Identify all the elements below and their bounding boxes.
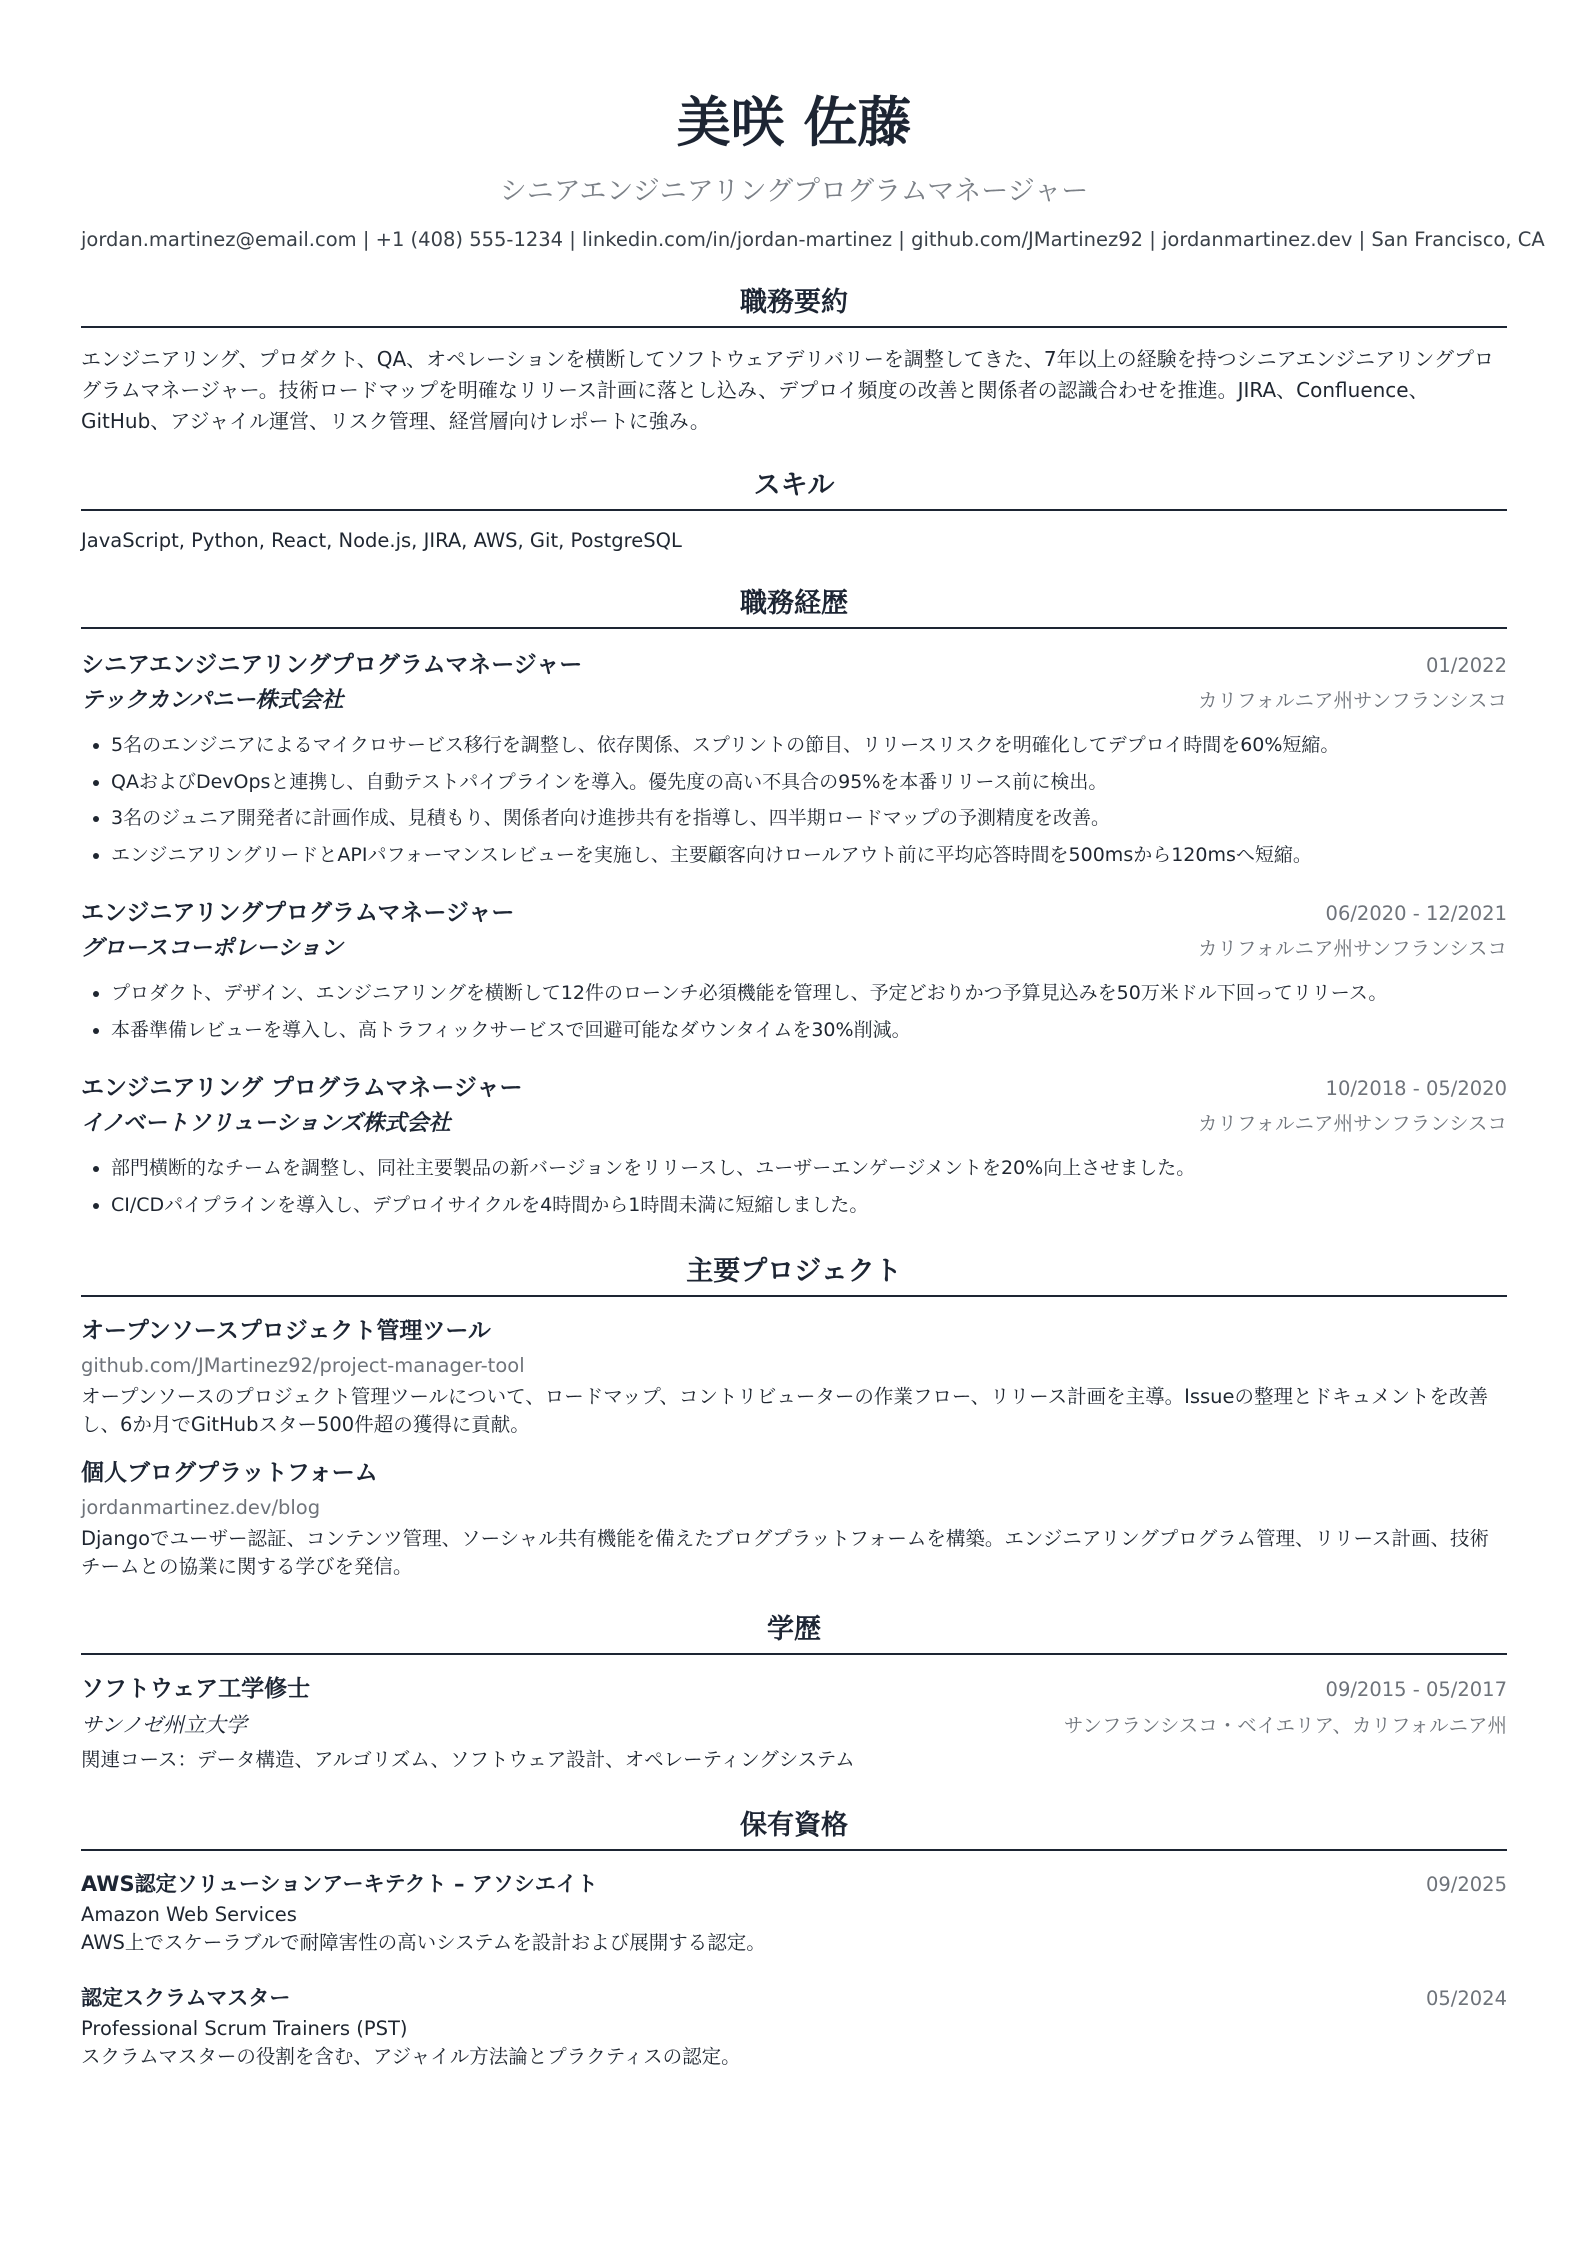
job-title: エンジニアリングプログラムマネージャー bbox=[81, 900, 515, 926]
contact-line: jordan.martinez@email.com | +1 (408) 555-1234 | linkedin.com/in/jordan-martinez | github.com/JMartinez92 | jordanmartinez.dev | San Francisco, CA bbox=[81, 228, 1545, 251]
job-dates: 01/2022 bbox=[1425, 654, 1507, 677]
certification-title: 認定スクラムマスター bbox=[81, 1986, 291, 2010]
project-description: Djangoでユーザー認証、コンテンツ管理、ソーシャル共有機能を備えたブログプラットフォームを構築。エンジニアリングプログラム管理、リリース計画、技術チームとの協業に関する学びを発信。 bbox=[81, 1527, 1490, 1578]
project-entry bbox=[81, 1455, 1507, 1581]
project-entry bbox=[81, 1313, 1507, 1439]
section-divider bbox=[81, 1295, 1507, 1297]
skills-section bbox=[81, 467, 1507, 555]
certification-date: 05/2024 bbox=[1425, 1987, 1507, 2010]
section-title: 学歴 bbox=[767, 1614, 821, 1645]
certification-description: AWS上でスケーラブルで耐障害性の高いシステムを設計および展開する認定。 bbox=[81, 1931, 766, 1954]
candidate-name: 美咲 佐藤 bbox=[676, 90, 912, 154]
job-location: カリフォルニア州サンフランシスコ bbox=[1198, 1112, 1507, 1135]
section-divider bbox=[81, 509, 1507, 511]
job-title: シニアエンジニアリングプログラムマネージャー bbox=[81, 652, 583, 678]
job-bullet: • 5名のエンジニアによるマイクロサービス移行を調整し、依存関係、スプリントの節目、リリースリスクを明確化してデプロイ時間を60%短縮。 bbox=[111, 727, 1507, 764]
experience-section bbox=[81, 585, 1507, 1223]
section-divider bbox=[81, 1849, 1507, 1851]
job-title: エンジニアリング プログラムマネージャー bbox=[81, 1075, 523, 1101]
job-dates: 06/2020 - 12/2021 bbox=[1325, 902, 1507, 925]
job-entry bbox=[81, 647, 1507, 873]
job-bullet: • 部門横断的なチームを調整し、同社主要製品の新バージョンをリリースし、ユーザーエンゲージメントを20%向上させました。 bbox=[111, 1150, 1507, 1187]
certification-entry bbox=[81, 1981, 1507, 2071]
coursework: 関連コース：データ構造、アルゴリズム、ソフトウェア設計、オペレーティングシステム bbox=[81, 1748, 855, 1771]
school-location: サンフランシスコ・ベイエリア、カリフォルニア州 bbox=[1063, 1714, 1507, 1737]
section-title: 職務経歴 bbox=[740, 588, 848, 619]
certification-description: スクラムマスターの役割を含む、アジャイル方法論とプラクティスの認定。 bbox=[81, 2045, 741, 2068]
candidate-headline: シニアエンジニアリングプログラムマネージャー bbox=[499, 176, 1089, 207]
project-link[interactable]: jordanmartinez.dev/blog bbox=[81, 1496, 321, 1519]
project-title: 個人ブログプラットフォーム bbox=[81, 1460, 378, 1486]
job-dates: 10/2018 - 05/2020 bbox=[1325, 1077, 1507, 1100]
job-bullet: • プロダクト、デザイン、エンジニアリングを横断して12件のローンチ必須機能を管理し、予定どおりかつ予算見込みを50万米ドル下回ってリリース。 bbox=[111, 975, 1507, 1012]
certification-entry bbox=[81, 1867, 1507, 1957]
degree-title: ソフトウェア工学修士 bbox=[81, 1676, 311, 1702]
company-name: イノベートソリューションズ株式会社 bbox=[81, 1111, 451, 1136]
job-bullet: • 3名のジュニア開発者に計画作成、見積もり、関係者向け進捗共有を指導し、四半期ロードマップの予測精度を改善。 bbox=[111, 800, 1507, 837]
education-entry bbox=[81, 1671, 1507, 1777]
project-title: オープンソースプロジェクト管理ツール bbox=[81, 1318, 491, 1344]
certification-issuer: Professional Scrum Trainers (PST) bbox=[81, 2017, 408, 2040]
education-section bbox=[81, 1611, 1507, 1777]
section-title: スキル bbox=[753, 470, 835, 501]
certification-issuer: Amazon Web Services bbox=[81, 1903, 297, 1926]
section-divider bbox=[81, 326, 1507, 328]
company-name: テックカンパニー株式会社 bbox=[81, 688, 344, 713]
summary-text: エンジニアリング、プロダクト、QA、オペレーションを横断してソフトウェアデリバリーを調整してきた、7年以上の経験を持つシニアエンジニアリングプログラムマネージャー。技術ロードマップを明確なリリース計画に落とし込み、デプロイ頻度の改善と関係者の認識合わせを推進。JIRA、Confluence、GitHub、アジャイル運営、リスク管理、経営層向けレポートに強み。 bbox=[81, 347, 1494, 433]
skills-text: JavaScript, Python, React, Node.js, JIRA, AWS, Git, PostgreSQL bbox=[81, 529, 682, 552]
section-title: 職務要約 bbox=[740, 287, 848, 318]
section-divider bbox=[81, 1653, 1507, 1655]
resume-header bbox=[81, 86, 1545, 254]
job-bullets bbox=[81, 1150, 1507, 1223]
job-bullet: • QAおよびDevOpsと連携し、自動テストパイプラインを導入。優先度の高い不具合の95%を本番リリース前に検出。 bbox=[111, 764, 1507, 801]
project-description: オープンソースのプロジェクト管理ツールについて、ロードマップ、コントリビューターの作業フロー、リリース計画を主導。Issueの整理とドキュメントを改善し、6か月でGitHubスター500件超の獲得に貢献。 bbox=[81, 1385, 1489, 1436]
school-name: サンノゼ州立大学 bbox=[81, 1713, 247, 1737]
education-dates: 09/2015 - 05/2017 bbox=[1325, 1678, 1507, 1701]
job-bullet: • CI/CDパイプラインを導入し、デプロイサイクルを4時間から1時間未満に短縮しました。 bbox=[111, 1187, 1507, 1224]
project-link[interactable]: github.com/JMartinez92/project-manager-tool bbox=[81, 1354, 525, 1377]
projects-section bbox=[81, 1253, 1507, 1581]
job-list bbox=[81, 647, 1507, 1223]
certifications-section bbox=[81, 1807, 1507, 2071]
certification-date: 09/2025 bbox=[1425, 1873, 1507, 1896]
job-entry bbox=[81, 895, 1507, 1048]
certification-title: AWS認定ソリューションアーキテクト – アソシエイト bbox=[81, 1872, 598, 1896]
job-bullet: • 本番準備レビューを導入し、高トラフィックサービスで回避可能なダウンタイムを30%削減。 bbox=[111, 1012, 1507, 1049]
section-title: 主要プロジェクト bbox=[686, 1256, 902, 1287]
job-entry bbox=[81, 1070, 1507, 1223]
company-name: グロースコーポレーション bbox=[81, 936, 344, 961]
job-location: カリフォルニア州サンフランシスコ bbox=[1198, 937, 1507, 960]
job-bullet: • エンジニアリングリードとAPIパフォーマンスレビューを実施し、主要顧客向けロールアウト前に平均応答時間を500msから120msへ短縮。 bbox=[111, 837, 1507, 874]
summary-section bbox=[81, 284, 1507, 437]
section-title: 保有資格 bbox=[740, 1810, 848, 1841]
section-divider bbox=[81, 627, 1507, 629]
job-bullets bbox=[81, 975, 1507, 1048]
job-location: カリフォルニア州サンフランシスコ bbox=[1198, 689, 1507, 712]
job-bullets bbox=[81, 727, 1507, 873]
